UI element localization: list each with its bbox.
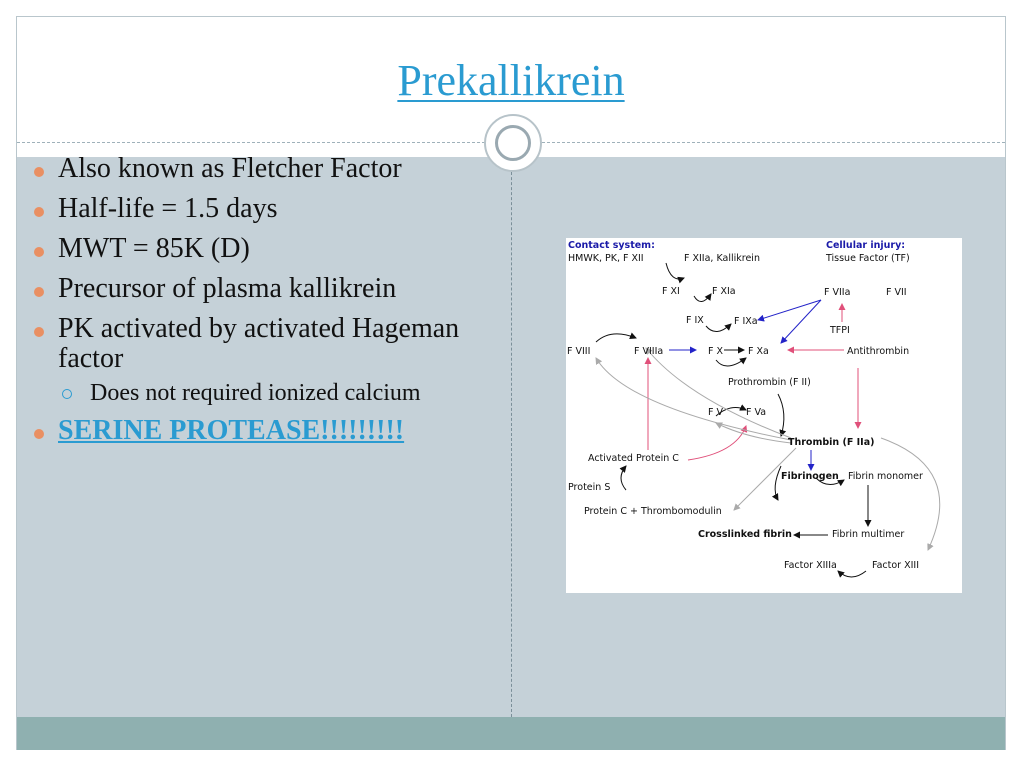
- protein-s-label: Protein S: [568, 482, 611, 493]
- slide-title[interactable]: Prekallikrein: [397, 56, 625, 105]
- bullet-dot-icon: [34, 167, 44, 177]
- factor-xiii-label: Factor XIII: [872, 560, 920, 571]
- protein-c-thrombomodulin-label: Protein C + Thrombomodulin: [584, 506, 722, 517]
- bullet-list: [32, 154, 472, 456]
- bullet-item: [32, 154, 472, 184]
- prothrombin-label: Prothrombin (F II): [728, 377, 811, 388]
- bullet-item: [32, 314, 472, 406]
- fibrin-monomer-label: Fibrin monomer: [848, 471, 923, 482]
- fviiia-label: F VIIIa: [634, 346, 664, 357]
- sub-bullet-list: [58, 380, 472, 406]
- ring-bullet-icon: [62, 389, 72, 399]
- crosslinked-fibrin-label: Crosslinked fibrin: [698, 529, 792, 540]
- bullet-dot-icon: [34, 247, 44, 257]
- contact-system-header: Contact system:: [568, 240, 655, 251]
- fxa-label: F Xa: [748, 346, 769, 357]
- bullet-item: [32, 234, 472, 264]
- serine-protease-link[interactable]: SERINE PROTEASE!!!!!!!!!: [58, 415, 405, 446]
- bullet-item: [32, 274, 472, 304]
- cellular-injury-header: Cellular injury:: [826, 240, 906, 251]
- bullet-text: Precursor of plasma kallikrein: [58, 273, 397, 304]
- tfpi-label: TFPI: [830, 325, 850, 336]
- column-divider: [511, 157, 512, 717]
- tissue-factor-label: Tissue Factor (TF): [826, 253, 910, 264]
- coagulation-cascade-diagram: [566, 238, 962, 593]
- fxia-label: F XIa: [712, 286, 736, 297]
- bullet-dot-icon: [34, 207, 44, 217]
- bullet-text: Also known as Fletcher Factor: [58, 153, 402, 184]
- fvii-label: F VII: [886, 287, 907, 298]
- antithrombin-label: Antithrombin: [847, 346, 910, 357]
- fviii-label: F VIII: [567, 346, 591, 357]
- sub-bullet-item: [58, 380, 472, 406]
- factor-xiiia-label: Factor XIIIa: [784, 560, 837, 571]
- decorative-ring: [495, 125, 531, 161]
- footer-bar: [17, 717, 1005, 750]
- bullet-text: Half-life = 1.5 days: [58, 193, 278, 224]
- bullet-item: [32, 416, 472, 446]
- fxi-label: F XI: [662, 286, 680, 297]
- fibrin-multimer-label: Fibrin multimer: [832, 529, 905, 540]
- fx-label: F X: [708, 346, 723, 357]
- bullet-text: PK activated by activated Hageman factor: [58, 313, 460, 374]
- fviia-label: F VIIa: [824, 287, 851, 298]
- fva-label: F Va: [746, 407, 767, 418]
- bullet-dot-icon: [34, 287, 44, 297]
- bullet-text: MWT = 85K (D): [58, 233, 250, 264]
- thrombin-label: Thrombin (F IIa): [788, 437, 875, 448]
- bullet-item: [32, 194, 472, 224]
- contact-components: HMWK, PK, F XII: [568, 253, 644, 264]
- sub-bullet-text: Does not required ionized calcium: [90, 380, 421, 406]
- cascade-svg: [566, 238, 962, 593]
- activated-protein-c-label: Activated Protein C: [588, 453, 679, 464]
- fv-label: F V: [708, 407, 723, 418]
- decorative-circle-icon: [484, 114, 542, 172]
- fixa-label: F IXa: [734, 316, 758, 327]
- bullet-dot-icon: [34, 327, 44, 337]
- fibrinogen-label: Fibrinogen: [781, 471, 839, 482]
- fix-label: F IX: [686, 315, 704, 326]
- fxiia-kallikrein-label: F XIIa, Kallikrein: [684, 253, 760, 264]
- bullet-dot-icon: [34, 429, 44, 439]
